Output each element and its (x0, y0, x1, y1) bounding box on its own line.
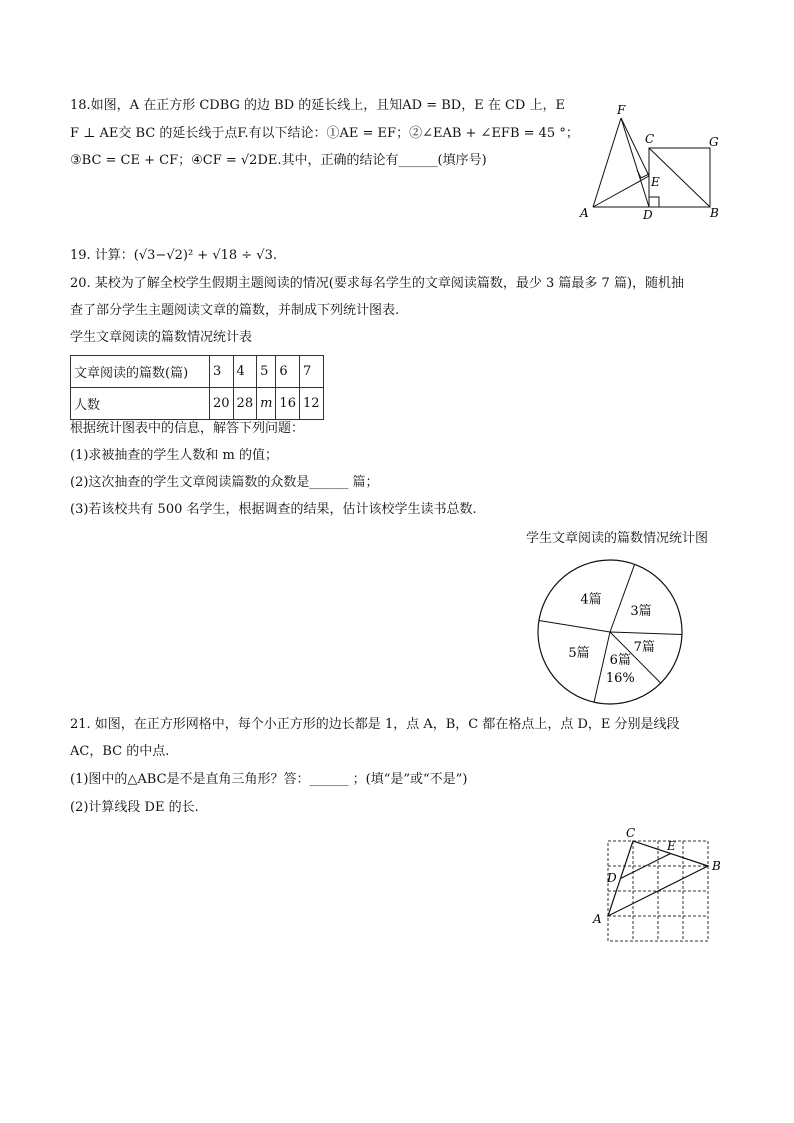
table-cell: 12 (299, 388, 323, 420)
pie-slice-label: 4篇 (580, 592, 602, 608)
q18-line-3: ③BC = CE + CF；④CF = √2DE.其中，正确的结论有______(填序号) (70, 153, 487, 168)
table-cell: 6 (276, 356, 300, 388)
right-angle-mark-d (649, 197, 659, 207)
table-cell: 16 (276, 388, 300, 420)
q20-line-2: 查了部分学生主题阅读文章的篇数，并制成下列统计图表. (70, 303, 400, 318)
segment-fe (621, 118, 649, 176)
label-c: C (626, 826, 636, 840)
q20-sub-2: (2)这次抽查的学生文章阅读篇数的众数是______ 篇； (70, 475, 379, 490)
table-row (71, 356, 324, 388)
q21-grid-figure (588, 824, 728, 946)
table-cell: 人数 (71, 388, 210, 420)
table-cell: 3 (210, 356, 234, 388)
table-cell: 28 (233, 388, 257, 420)
q21-line-2: AC，BC 的中点. (70, 744, 170, 759)
pie-chart-title: 学生文章阅读的篇数情况统计图 (526, 531, 709, 546)
label-b: B (710, 206, 719, 220)
label-a: A (593, 912, 602, 926)
table-row (71, 388, 324, 420)
pie-slice-label: 3篇 (630, 604, 652, 620)
q20-line-1: 20. 某校为了解全校学生假期主题阅读的情况(要求每名学生的文章阅读篇数，最少 3 篇最多 7 篇)，随机抽 (70, 276, 685, 291)
label-c: C (645, 132, 655, 146)
q21-line-1: 21. 如图，在正方形网格中，每个小正方形的边长都是 1，点 A，B，C 都在格点上，点 D，E 分别是线段 (70, 717, 680, 732)
label-d: D (607, 871, 617, 885)
table-cell: 4 (233, 356, 257, 388)
q19-text: 19. 计算：(√3−√2)² + √18 ÷ √3. (70, 248, 277, 263)
pie-slice-label: 7篇 (633, 639, 655, 655)
q18-square-figure (575, 100, 725, 225)
q21-sub-2: (2)计算线段 DE 的长. (70, 800, 199, 815)
label-a: A (580, 206, 589, 220)
q18-line-2: F ⊥ AE交 BC 的延长线于点F.有以下结论：①AE = EF；②∠EAB + ∠EFB = 45 °； (70, 126, 579, 141)
q20-sub-1: (1)求被抽查的学生人数和 m 的值； (70, 448, 279, 463)
q20-table-title: 学生文章阅读的篇数情况统计表 (70, 330, 253, 345)
table-cell: 5 (257, 356, 276, 388)
pie-slice-label: 6篇 (609, 652, 631, 668)
q18-line-1: 18.如图，A 在正方形 CDBG 的边 BD 的延长线上，且知AD = BD，E 在 CD 上，E (70, 98, 565, 113)
q21-sub-1: (1)图中的△ABC是不是直角三角形？答：______ ；(填“是”或“不是”) (70, 772, 468, 787)
pie-slice-label: 5篇 (568, 645, 590, 661)
reading-count-table (70, 355, 324, 420)
label-d: D (643, 208, 653, 222)
label-b: B (712, 859, 721, 873)
reading-pie-chart (530, 557, 690, 707)
pie-slice-percent: 16% (605, 670, 635, 686)
label-e: E (667, 839, 676, 853)
table-cell: 文章阅读的篇数(篇) (71, 356, 210, 388)
label-g: G (709, 135, 719, 149)
label-e: E (651, 175, 660, 189)
table-cell: 20 (210, 388, 234, 420)
q20-sub-3: (3)若该校共有 500 名学生，根据调查的结果，估计该校学生读书总数. (70, 502, 477, 517)
q20-prompt: 根据统计图表中的信息，解答下列问题： (70, 421, 305, 436)
table-cell: m (257, 388, 276, 420)
table-cell: 7 (299, 356, 323, 388)
label-f: F (617, 103, 626, 117)
